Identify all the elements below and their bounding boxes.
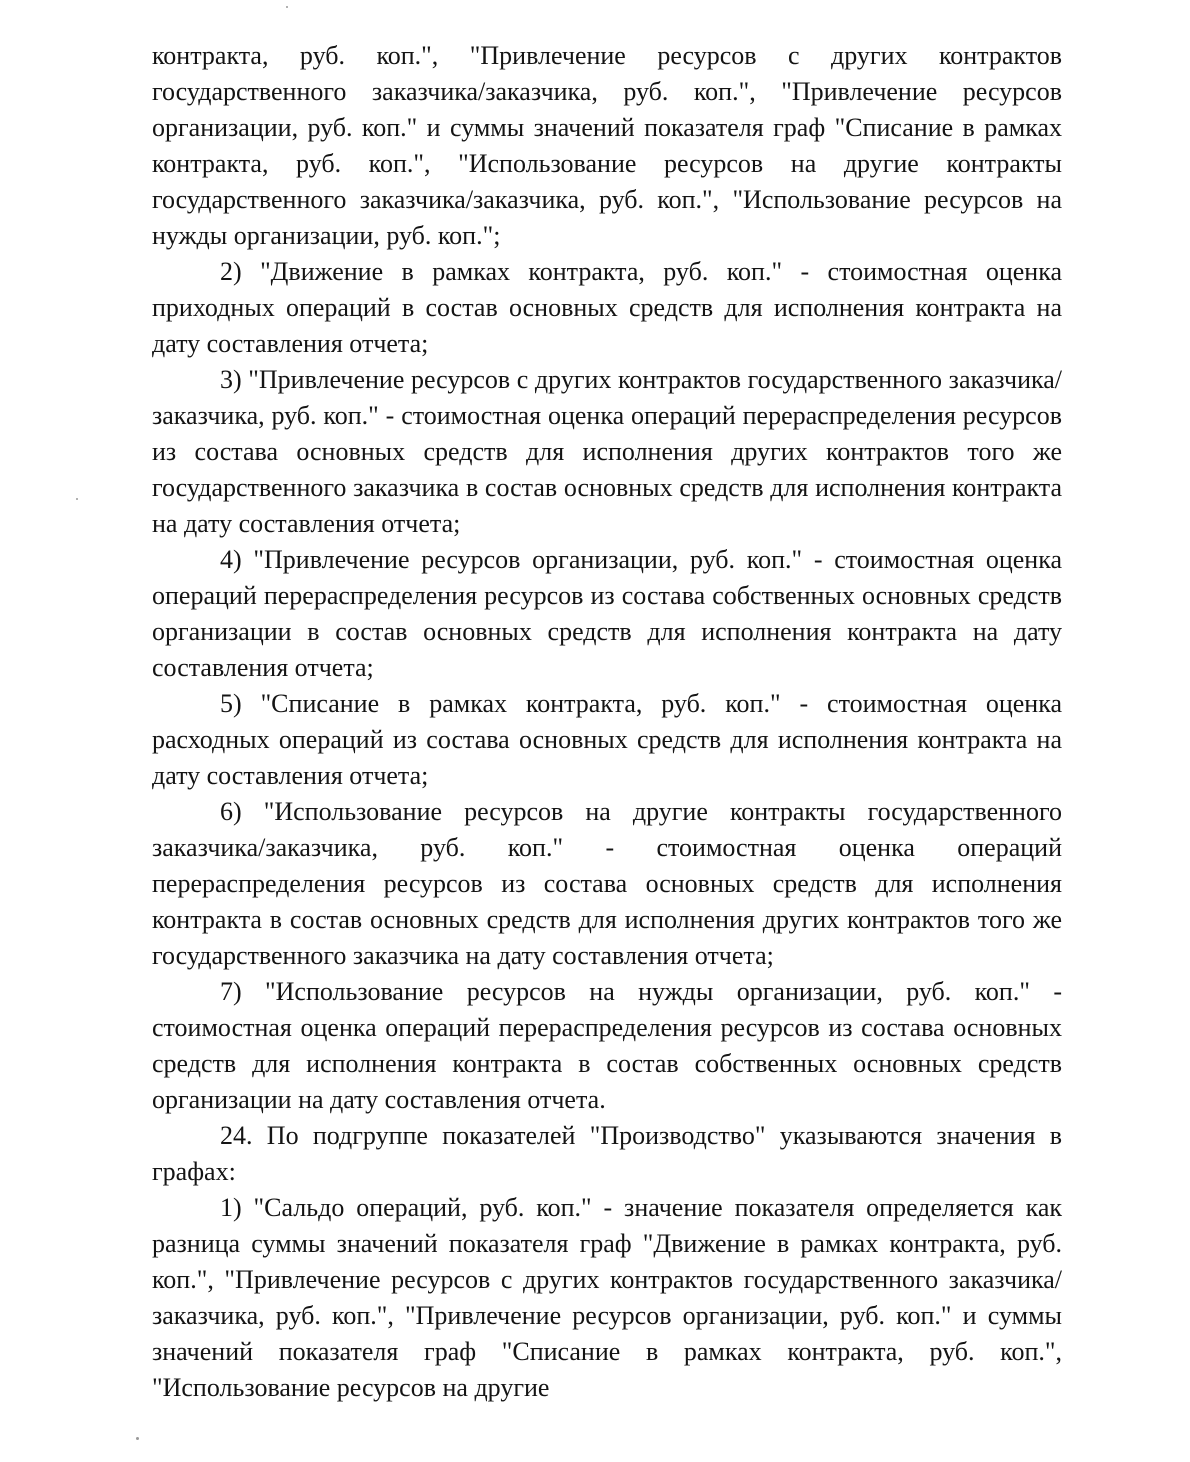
paragraph-item-2: 2) "Движение в рамках контракта, руб. коп." - стоимостная оценка приходных операций в состав основных средств для исполнения контракта на дату составления отчета; (152, 257, 1062, 358)
paragraph-item-1: 1) "Сальдо операций, руб. коп." - значение показателя определяется как разница суммы значений показателя граф "Движение в рамках контракта, руб. коп.", "Привлечение ресурсов с других контрактов государственного заказчика/заказчика, руб. коп.", "Привлечение ресурсов организации, руб. коп." и суммы значений показателя граф "Списание в рамках контракта, руб. коп.", "Использование ресурсов на другие (152, 1193, 1062, 1402)
paragraph-item-3: 3) "Привлечение ресурсов с других контрактов государственного заказчика/заказчика, руб. коп." - стоимостная оценка операций перераспределения ресурсов из состава основных средств для исполнения других контрактов того же государственного заказчика в состав основных средств для исполнения контракта на дату составления отчета; (152, 365, 1062, 538)
paragraph-item-6: 6) "Использование ресурсов на другие контракты государственного заказчика/заказчика, руб. коп." - стоимостная оценка операций перераспределения ресурсов из состава основных средств для исполнения контракта в состав основных средств для исполнения других контрактов того же государственного заказчика на дату составления отчета; (152, 797, 1062, 970)
paragraph-section-24: 24. По подгруппе показателей "Производство" указываются значения в графах: (152, 1121, 1062, 1186)
paragraph-item-5: 5) "Списание в рамках контракта, руб. коп." - стоимостная оценка расходных операций из состава основных средств для исполнения контракта на дату составления отчета; (152, 689, 1062, 790)
paragraph-item-7: 7) "Использование ресурсов на нужды организации, руб. коп." - стоимостная оценка операций перераспределения ресурсов из состава основных средств для исполнения контракта в состав собственных основных средств организации на дату составления отчета. (152, 977, 1062, 1114)
paragraph-item-4: 4) "Привлечение ресурсов организации, руб. коп." - стоимостная оценка операций перераспределения ресурсов из состава собственных основных средств организации в состав основных средств для исполнения контракта на дату составления отчета; (152, 545, 1062, 682)
paragraph-continuation: контракта, руб. коп.", "Привлечение ресурсов с других контрактов государственного заказчика/заказчика, руб. коп.", "Привлечение ресурсов организации, руб. коп." и суммы значений показателя граф "Списание в рамках контракта, руб. коп.", "Использование ресурсов на другие контракты государственного заказчика/заказчика, руб. коп.", "Использование ресурсов на нужды организации, руб. коп."; (152, 41, 1062, 250)
scan-speck (136, 1437, 139, 1440)
scan-speck (76, 498, 78, 500)
document-body (152, 38, 1062, 1406)
scan-speck (286, 6, 288, 8)
